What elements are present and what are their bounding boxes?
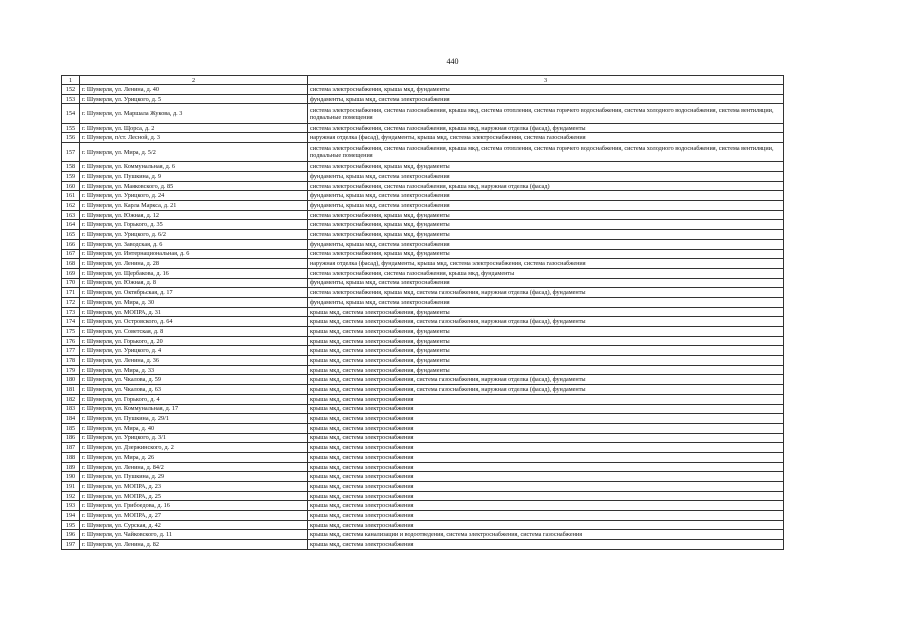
table-row [62,472,784,482]
table-row [62,452,784,462]
address-cell: г. Шумерля, ул. Заводская, д. 6 [80,239,308,249]
row-number-cell: 182 [62,394,80,404]
address-cell: г. Шумерля, ул. Ленина, д. 28 [80,259,308,269]
address-cell: г. Шумерля, ул. Маяковского, д. 85 [80,181,308,191]
works-cell: наружная отделка (фасад), фундаменты, крыша мкд, система электроснабжения, система газоснабжения [308,259,784,269]
works-cell: фундаменты, крыша мкд, система электроснабжения [308,172,784,182]
table-row [62,94,784,104]
works-cell: крыша мкд, система электроснабжения [308,540,784,550]
address-cell: г. Шумерля, ул. Мира, д. 5/2 [80,143,308,162]
works-cell: крыша мкд, система электроснабжения [308,414,784,424]
table-row [62,249,784,259]
table-row [62,482,784,492]
row-number-cell: 176 [62,336,80,346]
row-number-cell: 164 [62,220,80,230]
row-number-cell: 175 [62,327,80,337]
address-cell: г. Шумерля, ул. Урицкого, д. 4 [80,346,308,356]
works-cell: крыша мкд, система электроснабжения, система газоснабжения, наружная отделка (фасад), фундаменты [308,385,784,395]
repair-works-table [61,75,784,550]
works-cell: крыша мкд, система электроснабжения [308,520,784,530]
works-cell: крыша мкд, система электроснабжения, система газоснабжения, наружная отделка (фасад), фундаменты [308,375,784,385]
table-row [62,278,784,288]
works-cell: крыша мкд, система электроснабжения, фундаменты [308,307,784,317]
table-row [62,143,784,162]
works-cell: фундаменты, крыша мкд, система электроснабжения [308,278,784,288]
row-number-cell: 192 [62,491,80,501]
row-number-cell: 178 [62,356,80,366]
row-number-cell: 172 [62,297,80,307]
table-row [62,230,784,240]
address-cell: г. Шумерля, ул. Ленина, д. 84/2 [80,462,308,472]
table-row [62,385,784,395]
works-cell: крыша мкд, система электроснабжения [308,404,784,414]
table-row [62,268,784,278]
address-cell: г. Шумерля, ул. Южная, д. 12 [80,210,308,220]
table-row [62,85,784,95]
works-cell: крыша мкд, система электроснабжения, фундаменты [308,327,784,337]
row-number-cell: 162 [62,201,80,211]
row-number-cell: 161 [62,191,80,201]
works-cell: крыша мкд, система электроснабжения [308,443,784,453]
row-number-cell: 189 [62,462,80,472]
address-cell: г. Шумерля, ул. Пушкина, д. 9 [80,172,308,182]
row-number-cell: 156 [62,133,80,143]
row-number-cell: 188 [62,452,80,462]
table-header-row [62,76,784,85]
works-cell: крыша мкд, система электроснабжения [308,462,784,472]
row-number-cell: 153 [62,94,80,104]
works-cell: фундаменты, крыша мкд, система электроснабжения [308,201,784,211]
works-cell: система электроснабжения, крыша мкд, фундаменты [308,85,784,95]
row-number-cell: 173 [62,307,80,317]
table-row [62,307,784,317]
works-cell: система электроснабжения, система газоснабжения, крыша мкд, наружная отделка (фасад) [308,181,784,191]
address-cell: г. Шумерля, ул. Дзержинского, д. 2 [80,443,308,453]
works-cell: крыша мкд, система электроснабжения, фундаменты [308,346,784,356]
works-cell: наружная отделка (фасад), фундаменты, крыша мкд, система электроснабжения, система газоснабжения [308,133,784,143]
address-cell: г. Шумерля, ул. Островского, д. 64 [80,317,308,327]
row-number-cell: 186 [62,433,80,443]
row-number-cell: 180 [62,375,80,385]
column-header-address: 2 [80,76,308,85]
works-cell: крыша мкд, система электроснабжения [308,452,784,462]
table-row [62,327,784,337]
row-number-cell: 157 [62,143,80,162]
works-cell: крыша мкд, система электроснабжения [308,501,784,511]
row-number-cell: 184 [62,414,80,424]
table-row [62,414,784,424]
table-row [62,404,784,414]
works-cell: система электроснабжения, система газоснабжения, крыша мкд, наружная отделка (фасад), фундаменты [308,123,784,133]
address-cell: г. Шумерля, ул. Пушкина, д. 29/1 [80,414,308,424]
address-cell: г. Шумерля, ул. Чайковского, д. 11 [80,530,308,540]
address-cell: г. Шумерля, ул. Горького, д. 20 [80,336,308,346]
page-number: 440 [446,57,459,66]
address-cell: г. Шумерля, ул. Ленина, д. 36 [80,356,308,366]
works-cell: крыша мкд, система электроснабжения, фундаменты [308,365,784,375]
table-row [62,210,784,220]
row-number-cell: 195 [62,520,80,530]
row-number-cell: 165 [62,230,80,240]
address-cell: г. Шумерля, ул. Мира, д. 30 [80,297,308,307]
table-row [62,220,784,230]
works-cell: система электроснабжения, система газоснабжения, крыша мкд, фундаменты [308,268,784,278]
column-header-number: 1 [62,76,80,85]
address-cell: г. Шумерля, ул. Южная, д. 8 [80,278,308,288]
address-cell: г. Шумерля, ул. Пушкина, д. 29 [80,472,308,482]
row-number-cell: 152 [62,85,80,95]
row-number-cell: 187 [62,443,80,453]
row-number-cell: 179 [62,365,80,375]
works-cell: система электроснабжения, крыша мкд, фундаменты [308,220,784,230]
works-cell: система электроснабжения, крыша мкд, фундаменты [308,210,784,220]
row-number-cell: 197 [62,540,80,550]
table-row [62,336,784,346]
table-row [62,433,784,443]
table-row [62,191,784,201]
address-cell: г. Шумерля, ул. Ленина, д. 40 [80,85,308,95]
row-number-cell: 159 [62,172,80,182]
works-cell: система электроснабжения, система газоснабжения, крыша мкд, система отопления, система горячего водоснабжения, система холодного водоснабжения, система вентиляции, подвальные помещения [308,104,784,123]
table-row [62,346,784,356]
table-row [62,123,784,133]
table-row [62,162,784,172]
row-number-cell: 185 [62,423,80,433]
address-cell: г. Шумерля, ул. Щорса, д. 2 [80,123,308,133]
address-cell: г. Шумерля, ул. Горького, д. 35 [80,220,308,230]
works-cell: система электроснабжения, крыша мкд, фундаменты [308,230,784,240]
row-number-cell: 193 [62,501,80,511]
table-row [62,491,784,501]
works-cell: фундаменты, крыша мкд, система электроснабжения [308,94,784,104]
table-row [62,423,784,433]
table-row [62,443,784,453]
table-row [62,172,784,182]
works-cell: фундаменты, крыша мкд, система электроснабжения [308,297,784,307]
column-header-works: 3 [308,76,784,85]
row-number-cell: 190 [62,472,80,482]
table-row [62,133,784,143]
works-cell: крыша мкд, система электроснабжения [308,433,784,443]
table-row [62,104,784,123]
table-row [62,365,784,375]
table-row [62,356,784,366]
row-number-cell: 169 [62,268,80,278]
row-number-cell: 183 [62,404,80,414]
address-cell: г. Шумерля, ул. МОПРА, д. 25 [80,491,308,501]
address-cell: г. Шумерля, ул. Чкалова, д. 59 [80,375,308,385]
table-row [62,239,784,249]
row-number-cell: 171 [62,288,80,298]
works-cell: система электроснабжения, система газоснабжения, крыша мкд, система отопления, система горячего водоснабжения, система холодного водоснабжения, система вентиляции, подвальные помещения [308,143,784,162]
address-cell: г. Шумерля, ул. Коммунальная, д. 17 [80,404,308,414]
works-cell: крыша мкд, система канализации и водоотведения, система электроснабжения, система газоснабжения [308,530,784,540]
address-cell: г. Шумерля, ул. Советская, д. 8 [80,327,308,337]
address-cell: г. Шумерля, ул. Коммунальная, д. 6 [80,162,308,172]
row-number-cell: 163 [62,210,80,220]
works-cell: крыша мкд, система электроснабжения [308,482,784,492]
works-cell: крыша мкд, система электроснабжения [308,394,784,404]
address-cell: г. Шумерля, ул. Мира, д. 26 [80,452,308,462]
table-row [62,462,784,472]
row-number-cell: 177 [62,346,80,356]
works-cell: система электроснабжения, крыша мкд, фундаменты [308,162,784,172]
table-row [62,520,784,530]
works-cell: крыша мкд, система электроснабжения, фундаменты [308,336,784,346]
address-cell: г. Шумерля, ул. Урицкого, д. 3/1 [80,433,308,443]
works-cell: система электроснабжения, крыша мкд, система газоснабжения, наружная отделка (фасад), фундаменты [308,288,784,298]
row-number-cell: 174 [62,317,80,327]
address-cell: г. Шумерля, ул. МОПРА, д. 27 [80,511,308,521]
row-number-cell: 196 [62,530,80,540]
row-number-cell: 167 [62,249,80,259]
address-cell: г. Шумерля, ул. Ленина, д. 82 [80,540,308,550]
address-cell: г. Шумерля, ул. Урицкого, д. 24 [80,191,308,201]
row-number-cell: 191 [62,482,80,492]
row-number-cell: 170 [62,278,80,288]
address-cell: г. Шумерля, ул. Горького, д. 4 [80,394,308,404]
row-number-cell: 158 [62,162,80,172]
table-row [62,375,784,385]
address-cell: г. Шумерля, ул. Щербакова, д. 16 [80,268,308,278]
address-cell: г. Шумерля, ул. Интернациональная, д. 6 [80,249,308,259]
table-row [62,540,784,550]
works-cell: крыша мкд, система электроснабжения [308,491,784,501]
address-cell: г. Шумерля, п/ст. Лесной, д. 3 [80,133,308,143]
address-cell: г. Шумерля, ул. Маршала Жукова, д. 3 [80,104,308,123]
row-number-cell: 160 [62,181,80,191]
address-cell: г. Шумерля, ул. Сурская, д. 42 [80,520,308,530]
table-row [62,394,784,404]
table-row [62,201,784,211]
table-row [62,288,784,298]
address-cell: г. Шумерля, ул. Грибоедова, д. 16 [80,501,308,511]
works-cell: крыша мкд, система электроснабжения [308,511,784,521]
works-cell: фундаменты, крыша мкд, система электроснабжения [308,239,784,249]
works-cell: система электроснабжения, крыша мкд, фундаменты [308,249,784,259]
row-number-cell: 154 [62,104,80,123]
row-number-cell: 168 [62,259,80,269]
table-row [62,317,784,327]
row-number-cell: 166 [62,239,80,249]
table-row [62,297,784,307]
table-row [62,511,784,521]
table-row [62,259,784,269]
works-cell: крыша мкд, система электроснабжения, фундаменты [308,356,784,366]
row-number-cell: 181 [62,385,80,395]
address-cell: г. Шумерля, ул. МОПРА, д. 23 [80,482,308,492]
works-cell: крыша мкд, система электроснабжения [308,423,784,433]
table-row [62,501,784,511]
row-number-cell: 155 [62,123,80,133]
address-cell: г. Шумерля, ул. Мира, д. 40 [80,423,308,433]
address-cell: г. Шумерля, ул. Урицкого, д. 5 [80,94,308,104]
address-cell: г. Шумерля, ул. Мира, д. 33 [80,365,308,375]
address-cell: г. Шумерля, ул. Октябрьская, д. 17 [80,288,308,298]
table-row [62,181,784,191]
address-cell: г. Шумерля, ул. МОПРА, д. 31 [80,307,308,317]
address-cell: г. Шумерля, ул. Чкалова, д. 63 [80,385,308,395]
works-cell: фундаменты, крыша мкд, система электроснабжения [308,191,784,201]
works-cell: крыша мкд, система электроснабжения [308,472,784,482]
table-row [62,530,784,540]
address-cell: г. Шумерля, ул. Урицкого, д. 6/2 [80,230,308,240]
address-cell: г. Шумерля, ул. Карла Маркса, д. 21 [80,201,308,211]
works-cell: крыша мкд, система электроснабжения, система газоснабжения, наружная отделка (фасад), фундаменты [308,317,784,327]
row-number-cell: 194 [62,511,80,521]
